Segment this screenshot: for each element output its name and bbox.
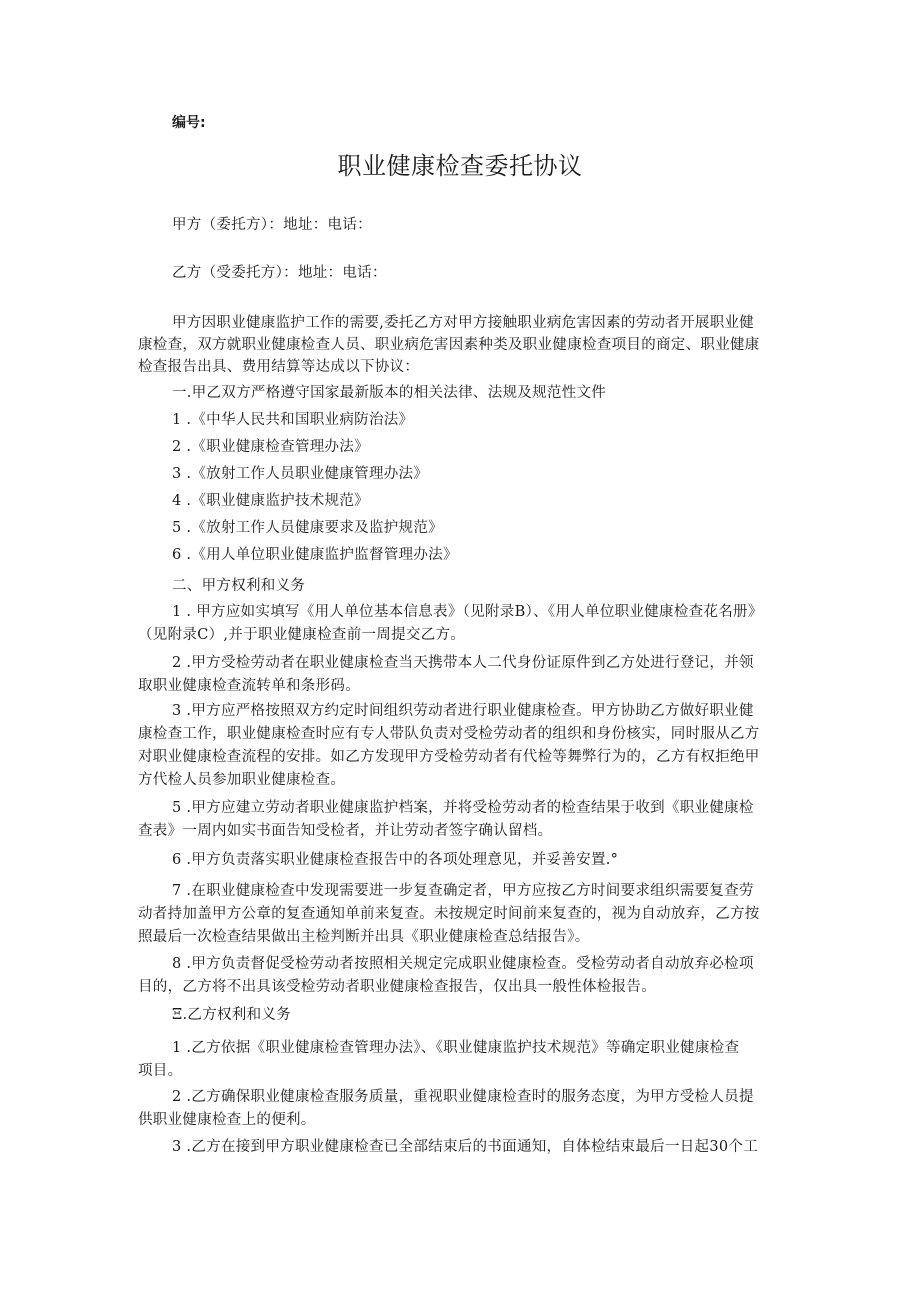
section3-line-1: 1 .乙方依据《职业健康检查管理办法》、《职业健康监护技术规范》等确定职业健康检查 [172,1040,740,1056]
section2-line-15: 8 .甲方负责督促受检劳动者按照相关规定完成职业健康检查。受检劳动者自动放弃必检项 [172,956,754,972]
section2-line-14: 照最后一次检查结果做出主检判断并出具《职业健康检查总结报告》。 [138,929,590,945]
section2-line-16: 目的，乙方将不出具该受检劳动者职业健康检查报告，仅出具一般性体检报告。 [138,979,656,995]
section2-line-9: 5 .甲方应建立劳动者职业健康监护档案，并将受检劳动者的检查结果于收到《职业健康检 [172,800,754,816]
section2-line-2: （见附录C）,并于职业健康检查前一周提交乙方。 [138,627,466,643]
page-title: 职业健康检查委托协议 [337,152,583,180]
intro-line-2: 康检查，双方就职业健康检查人员、职业病危害因素种类及职业健康检查项目的商定、职业健康 [138,337,760,353]
party-b-line: 乙方（受委托方）：地址：电话： [172,265,387,281]
section3-line-2: 项目。 [138,1063,183,1079]
section2-line-4: 取职业健康检查流转单和条形码。 [138,678,360,694]
section2-line-13: 动者持加盖甲方公章的复查通知单前来复查。未按规定时间前来复查的，视为自动放弃，乙方按 [138,906,760,922]
section3-line-4: 供职业健康检查上的便利。 [138,1112,316,1128]
section1-item-3: 3 .《放射工作人员职业健康管理办法》 [172,466,429,482]
section1-item-1: 1 .《中华人民共和国职业病防治法》 [172,412,414,428]
section1-item-2: 2 .《职业健康检查管理办法》 [172,439,369,455]
section2-line-1: 1 . 甲方应如实填写《用人单位基本信息表》（见附录B）、《用人单位职业健康检查花名册》 [172,604,763,620]
section1-item-6: 6 .《用人单位职业健康监护监督管理办法》 [172,547,458,563]
section2-heading: 二、甲方权利和义务 [172,578,306,594]
section1-heading: 一.甲乙双方严格遵守国家最新版本的相关法律、法规及规范性文件 [172,385,607,401]
party-a-line: 甲方（委托方）：地址：电话： [172,217,372,233]
intro-line-3: 检查报告出具、费用结算等达成以下协议： [138,359,420,375]
section1-item-4: 4 .《职业健康监护技术规范》 [172,493,369,509]
section2-line-3: 2 .甲方受检劳动者在职业健康检查当天携带本人二代身份证原件到乙方处进行登记，并领 [172,655,754,671]
section2-line-5: 3 .甲方应严格按照双方约定时间组织劳动者进行职业健康检查。甲方协助乙方做好职业健 [172,703,754,719]
intro-line-1: 甲方因职业健康监护工作的需要,委托乙方对甲方接触职业病危害因素的劳动者开展职业健 [172,315,755,331]
section1-item-5: 5 .《放射工作人员健康要求及监护规范》 [172,520,443,536]
section3-line-5: 3 .乙方在接到甲方职业健康检查已全部结束后的书面通知，自体检结束最后一日起30个工 [172,1139,758,1155]
section2-line-7: 对职业健康检查流程的安排。如乙方发现甲方受检劳动者有代检等舞弊行为的，乙方有权拒绝甲 [138,749,760,765]
section2-line-6: 康检查工作，职业健康检查时应有专人带队负责对受检劳动者的组织和身份核实，同时服从乙方 [138,726,760,742]
serial-number-label: 编号: [172,115,206,131]
section2-line-12: 7 .在职业健康检查中发现需要进一步复查确定者，甲方应按乙方时间要求组织需要复查劳 [172,883,754,899]
section3-line-3: 2 .乙方确保职业健康检查服务质量，重视职业健康检查时的服务态度，为甲方受检人员提 [172,1089,754,1105]
section2-line-8: 方代检人员参加职业健康检查。 [138,772,346,788]
section3-heading: Ξ.乙方权利和义务 [172,1007,292,1023]
section2-line-10: 查表》一周内如实书面告知受检者，并让劳动者签字确认留档。 [138,823,553,839]
section2-line-11: 6 .甲方负责落实职业健康检查报告中的各项处理意见，并妥善安置.° [172,852,619,868]
